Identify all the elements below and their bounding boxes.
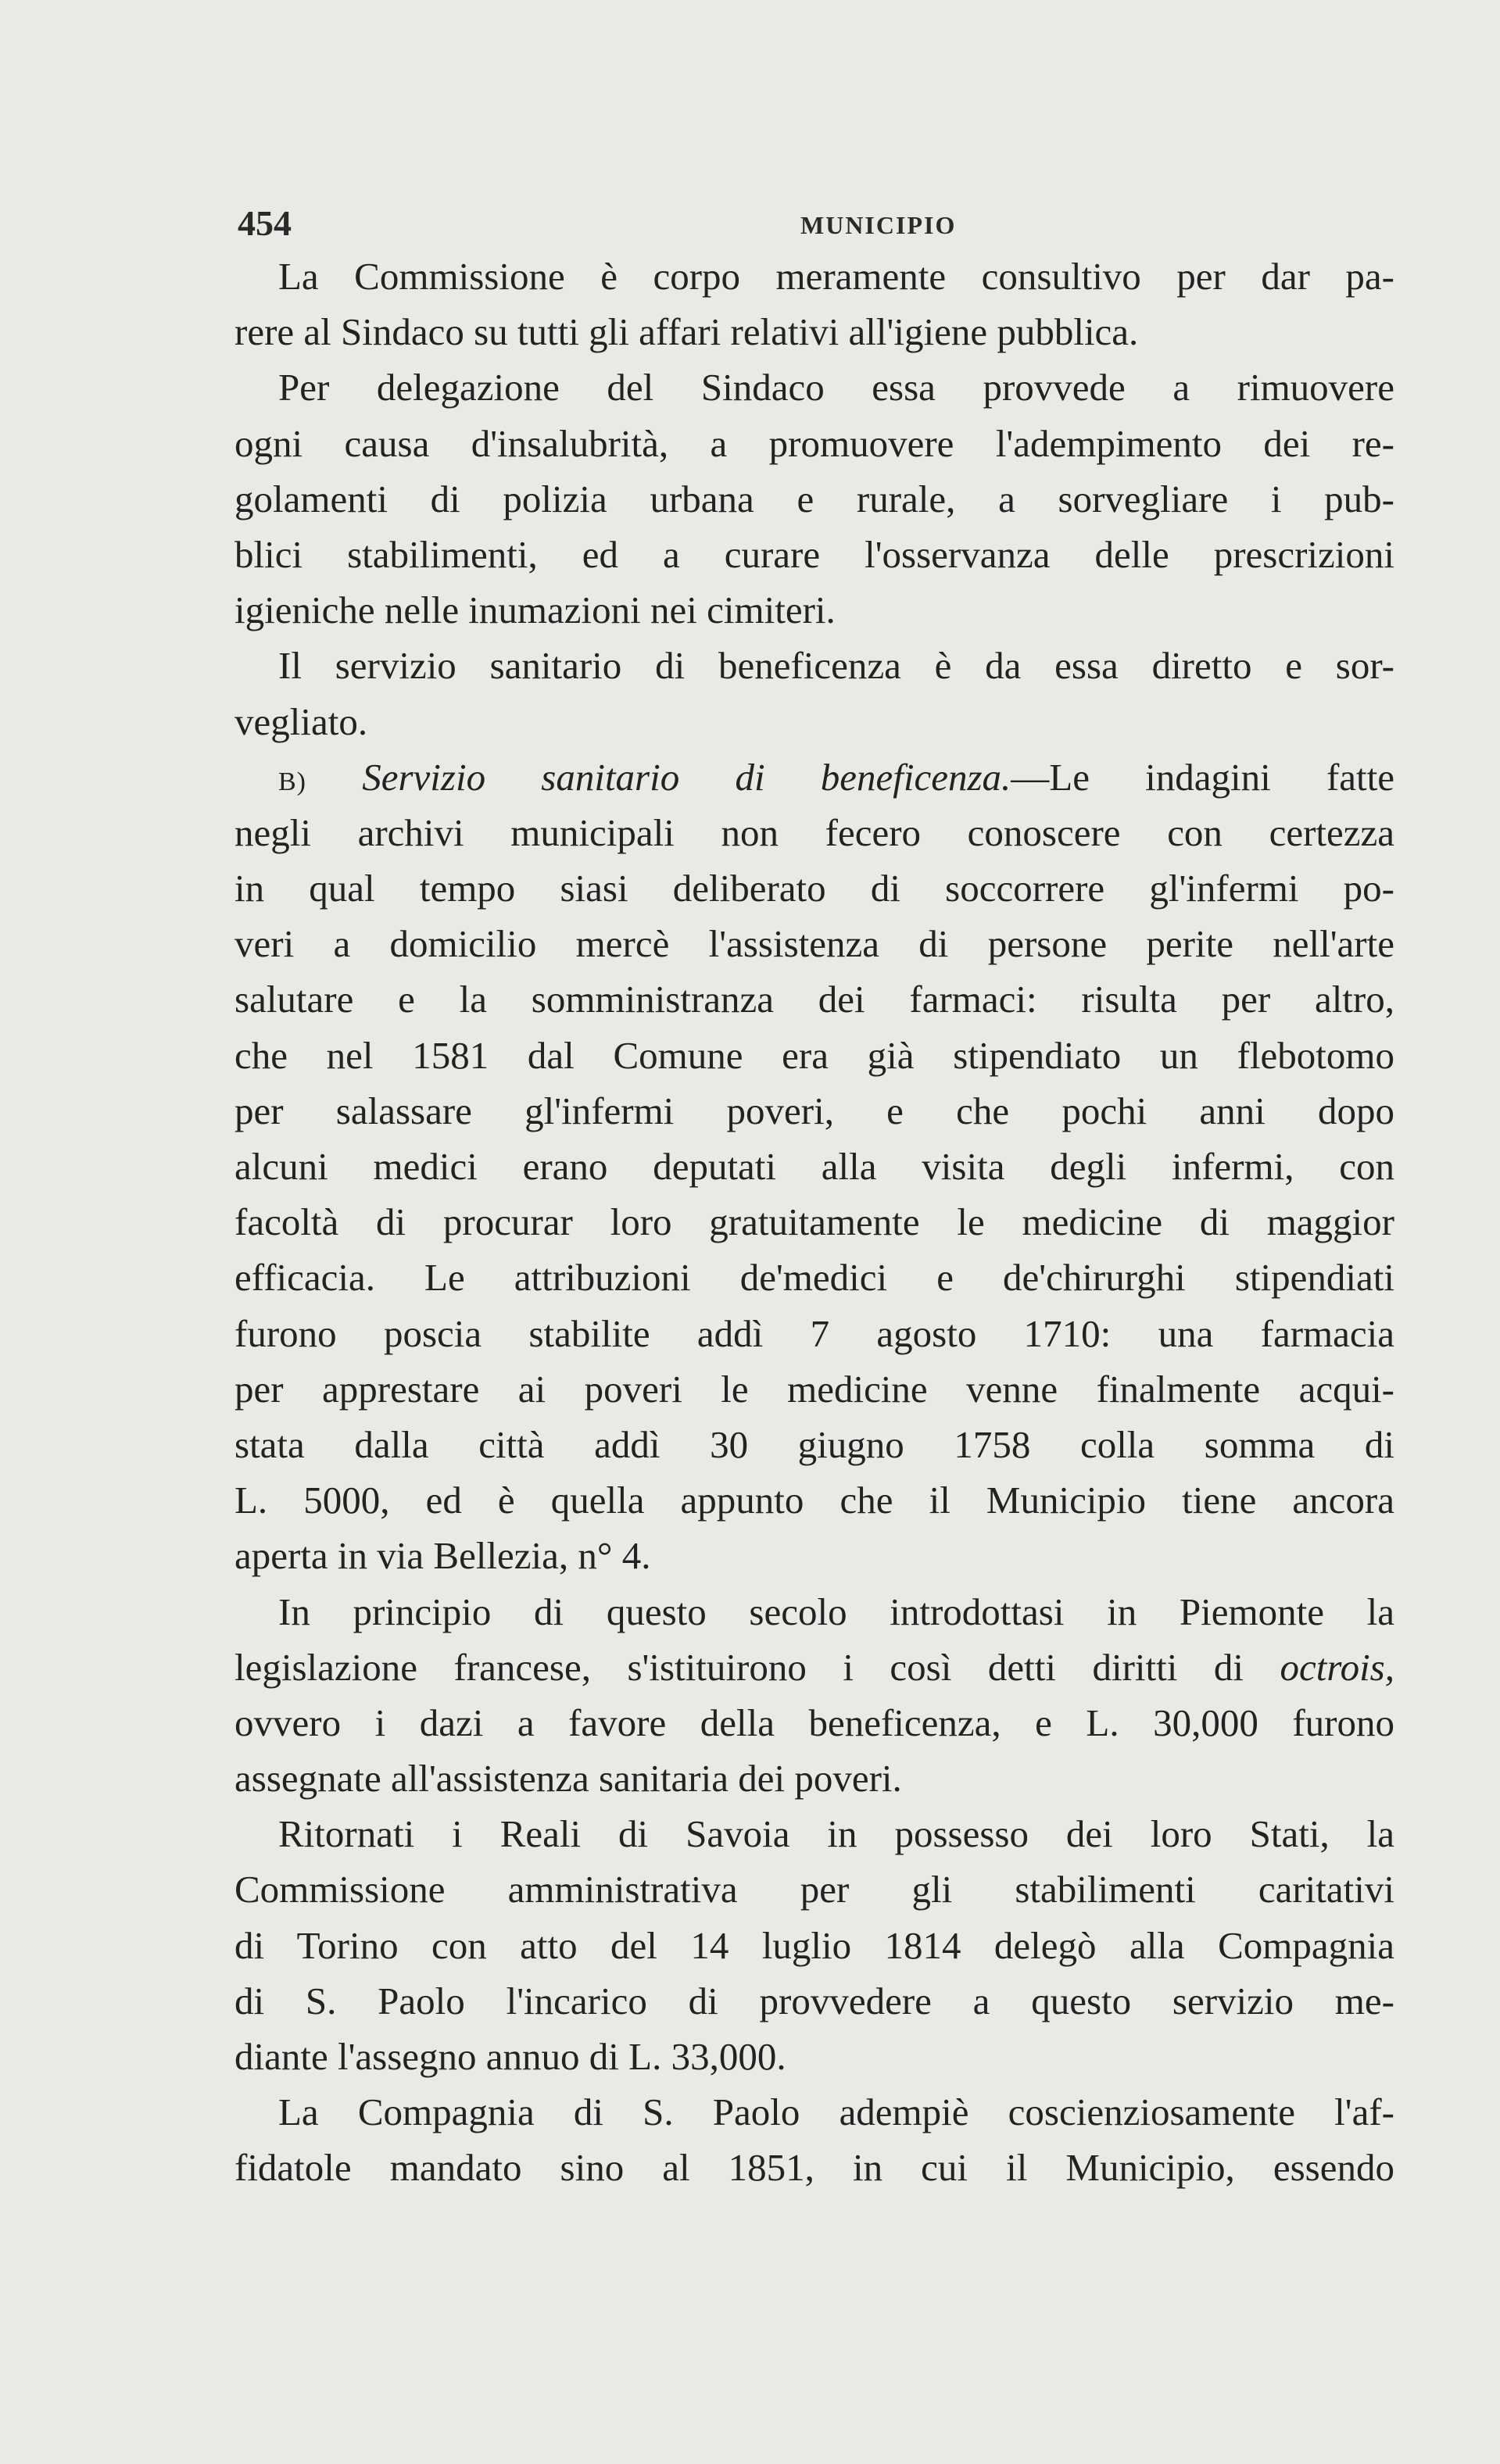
section-heading-continuation: —Le indagini fatte xyxy=(1011,755,1394,799)
section-heading: Servizio sanitario di beneficenza. xyxy=(362,755,1011,799)
text-line: negli archivi municipali non fecero conoscere con certezza xyxy=(234,810,1394,854)
text-line: igieniche nelle inumazioni nei cimiteri. xyxy=(234,588,836,632)
text-line: alcuni medici erano deputati alla visita degli infermi, con xyxy=(234,1145,1394,1188)
text-line: di S. Paolo l'incarico di provvedere a questo servizio me- xyxy=(234,1979,1394,2022)
text-line: rere al Sindaco su tutti gli affari relativi all'igiene pubblica. xyxy=(234,310,1139,354)
italic-term: octrois, xyxy=(1280,1645,1394,1689)
text-line: di Torino con atto del 14 luglio 1814 delegò alla Compagnia xyxy=(234,1923,1394,1967)
section-marker: B) xyxy=(278,767,306,796)
text-line: Commissione amministrativa per gli stabilimenti caritativi xyxy=(234,1868,1394,1911)
text-line: blici stabilimenti, ed a curare l'osservanza delle prescrizioni xyxy=(234,532,1394,576)
text-line: ogni causa d'insalubrità, a promuovere l'adempimento dei re- xyxy=(234,421,1394,465)
text-line: salutare e la somministranza dei farmaci: risulta per altro, xyxy=(234,978,1394,1021)
text-line: che nel 1581 dal Comune era già stipendiato un flebotomo xyxy=(234,1033,1394,1077)
text-line: Il servizio sanitario di beneficenza è da essa diretto e sor- xyxy=(278,644,1394,688)
text-line: facoltà di procurar loro gratuitamente le medicine di maggior xyxy=(234,1200,1394,1244)
text-line: Ritornati i Reali di Savoia in possesso dei loro Stati, la xyxy=(278,1812,1394,1856)
text-line: golamenti di polizia urbana e rurale, a sorvegliare i pub- xyxy=(234,477,1394,520)
text-line: aperta in via Bellezia, n° 4. xyxy=(234,1534,651,1578)
text-line: assegnate all'assistenza sanitaria dei poveri. xyxy=(234,1757,902,1801)
text-line: per salassare gl'infermi poveri, e che pochi anni dopo xyxy=(234,1089,1394,1132)
text-line: veri a domicilio mercè l'assistenza di persone perite nell'arte xyxy=(234,922,1394,966)
text-line: diante l'assegno annuo di L. 33,000. xyxy=(234,2035,786,2078)
text-line: La Compagnia di S. Paolo adempiè coscienziosamente l'af- xyxy=(278,2090,1394,2134)
text-line: L. 5000, ed è quella appunto che il Municipio tiene ancora xyxy=(234,1479,1394,1522)
body-text xyxy=(234,249,1394,2196)
text-line xyxy=(234,1640,1394,1695)
page-number: 454 xyxy=(238,203,292,243)
text-line: In principio di questo secolo introdottasi in Piemonte la xyxy=(278,1590,1394,1633)
text-line: fidatole mandato sino al 1851, in cui il Municipio, essendo xyxy=(234,2146,1394,2190)
text-line: per apprestare ai poveri le medicine venne finalmente acqui- xyxy=(234,1367,1394,1411)
page-header xyxy=(238,202,1394,245)
running-head: MUNICIPIO xyxy=(800,211,957,239)
text-line: furono poscia stabilite addì 7 agosto 1710: una farmacia xyxy=(234,1311,1394,1355)
text-line: ovvero i dazi a favore della beneficenza, e L. 30,000 furono xyxy=(234,1700,1394,1744)
text-line: La Commissione è corpo meramente consultivo per dar pa- xyxy=(278,255,1394,298)
text-line: in qual tempo siasi deliberato di soccorrere gl'infermi po- xyxy=(234,867,1394,910)
text-line: stata dalla città addì 30 giugno 1758 colla somma di xyxy=(234,1422,1394,1466)
text-line: efficacia. Le attribuzioni de'medici e de'chirurghi stipendiati xyxy=(234,1256,1394,1300)
section-heading-line xyxy=(234,749,1394,805)
text-line: vegliato. xyxy=(234,699,368,743)
text-line: Per delegazione del Sindaco essa provvede a rimuovere xyxy=(278,366,1394,409)
text-fragment: legislazione francese, s'istituirono i così detti diritti di xyxy=(234,1645,1280,1689)
